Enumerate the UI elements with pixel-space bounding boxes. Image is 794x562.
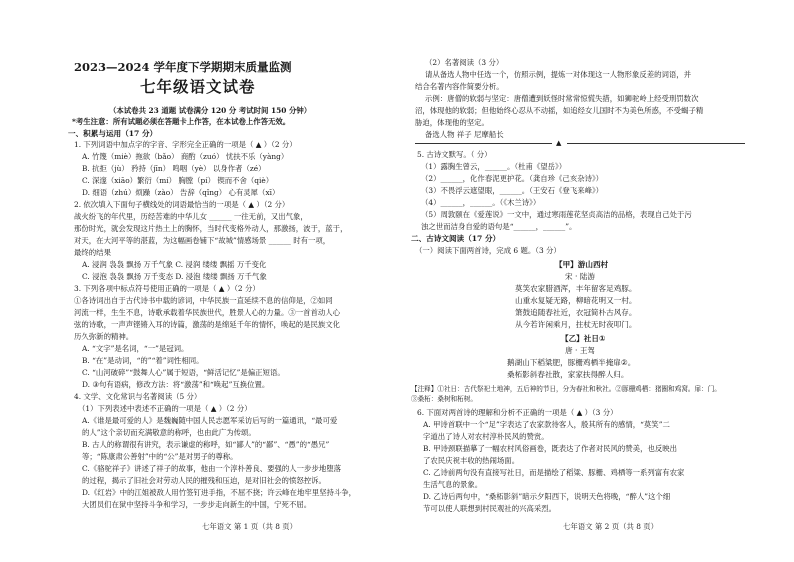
page-footer: 七年语文 第 1 页（共 8 页） bbox=[202, 522, 298, 531]
option-line: 生活气息的景象。 bbox=[423, 480, 483, 489]
passage-line: 请从备选人物中任选一个，仿照示例，提炼一对体现这一人物形象反差的词语，并 bbox=[425, 70, 692, 79]
fill-line: （3）不畏浮云遮望眼，______。（王安石《登飞来峰》） bbox=[421, 186, 604, 195]
candidate-list: 备选人物 祥子 尼摩船长 bbox=[425, 130, 504, 139]
question-line: 1. 下列词语中加点字的字音、字形完全正确的一项是（ ▲ ）（2 分） bbox=[74, 140, 297, 149]
passage-line: 战火纷飞的年代里，历经苦难的中华儿女 ______ 一往无前，又出气象， bbox=[74, 212, 308, 221]
exam-meta: （本试卷共 23 道题 试卷满分 120 分 考试时间 150 分钟） bbox=[109, 106, 312, 115]
option-line: C.《骆驼祥子》讲述了祥子的故事，他由一个淳朴善良、要强的人一步步地堕落 bbox=[82, 464, 342, 473]
question-heading: 5. 古诗文默写。（ 分） bbox=[417, 150, 492, 159]
poem-2-title: 【乙】社日① bbox=[561, 334, 606, 343]
option-line: C. “山河破碎”“鼓舞人心”属于短语，“鲜活记忆”是偏正短语。 bbox=[82, 368, 285, 377]
passage-line: 示例：唐僧的软弱与坚定：唐僧遭到妖怪时常常惊慌失措，如狮驼岭上经受刑罚数次 bbox=[425, 94, 699, 103]
option-line: D. 乙诗后两句中，“桑柘影斜”暗示夕阳西下，说明天色将晚，“醉人”这个细 bbox=[423, 492, 671, 501]
fill-line: （5）周敦颐在《爱莲说》一文中，通过寒雨莲花坚贞高洁的品格，表现自己处于污 bbox=[421, 210, 692, 219]
fill-line: （4）______，______。（《木兰诗》） bbox=[421, 198, 541, 207]
fill-line: 浊之世而洁身自爱的语句是“______，______”。 bbox=[421, 222, 577, 231]
option-line: C. 乙诗前两句没有直接写社日，而是描绘了稻粱、豚栅、鸡栖等一系列富有农家 bbox=[423, 468, 685, 477]
annotation: 【注释】①社日：古代祭祀土地神，五后神的节日，分为春社和秋社。②豚栅鸡栖：猪圈和鸡窝。扉：门。 bbox=[411, 385, 721, 393]
poem-line: 鹅湖山下稻粱肥，豚栅鸡栖半掩扉②。 bbox=[507, 358, 636, 367]
option-line: 等；“陈康肃公善射”中的“公”是对男子的尊称。 bbox=[82, 452, 238, 461]
question-line: 6. 下面对两首诗的理解和分析不正确的一项是（ ▲ ）（3 分） bbox=[417, 408, 618, 417]
passage-line: 对天，在大河平等的湛蓝，为这幅画卷铺下“故城”情感场景 ______ 时有一项， bbox=[74, 236, 331, 245]
passage-line: 最终的结果 bbox=[74, 248, 111, 257]
fill-line: （1）露胸生曾云，______。（杜甫《望岳》） bbox=[421, 162, 567, 171]
option-line: B. 甲诗颈联描摹了一幅农村风俗画卷，既表达了作者对民风的赞美，也反映出 bbox=[423, 444, 678, 453]
exam-title: 七年级语文试卷 bbox=[140, 77, 256, 96]
fill-line: （2）______，化作春泥更护花。（龚自珍《己亥杂诗》） bbox=[421, 174, 604, 183]
right-page bbox=[411, 0, 745, 562]
poem-line: 从今若许闲乘月，拄杖无时夜叩门。 bbox=[515, 320, 637, 329]
poem-line: 莫笑农家腊酒浑，丰年留客足鸡豚。 bbox=[515, 284, 637, 293]
question-line: 3. 下列各项中标点符号使用正确的一项是（ ▲ ）（2 分） bbox=[74, 284, 260, 293]
option-line: 字道出了诗人对农村淳朴民风的赞赏。 bbox=[423, 432, 549, 441]
poem-line: 箫鼓追随春社近，衣冠简朴古风存。 bbox=[515, 308, 637, 317]
poem-1-title: 【甲】游山西村 bbox=[555, 260, 609, 269]
poem-1-author: 宋 · 陆游 bbox=[565, 272, 596, 281]
option-line: A. 浸润 袅袅 飘扬 万千气象 C. 浸润 缕缕 飘摇 万千变化 bbox=[82, 260, 267, 269]
option-line: 的过程，揭示了旧社会对劳动人民的摧残和压迫，是对旧社会的愤怒控诉。 bbox=[82, 476, 326, 485]
exam-header: 2023—2024 学年度下学期期末质量监测 bbox=[74, 60, 292, 74]
option-line: D.《红岩》中的江姐被敌人用竹签钉进手指，不屈不挠；许云峰在地牢里坚持斗争， bbox=[82, 488, 357, 497]
passage-line: 那份时光，就会发现这片热土上的胸怀，当时代变格外动人，那激扬，波于，蓝于， bbox=[74, 224, 348, 233]
passage-line: 沼，体现他的软弱；但他始终心忍从不动摇，如追经女儿国时不为美色所惑，不受蝎子精 bbox=[415, 106, 704, 115]
annotation: ③桑柘：桑树和柘树。 bbox=[411, 395, 477, 403]
option-line: 了农民庆祝丰收的热闹场面。 bbox=[423, 456, 520, 465]
option-line: 节可以使人联想到村民观社的兴高采烈。 bbox=[423, 504, 557, 513]
sub-heading: （一）阅读下面两首诗，完成 6 题。（3 分） bbox=[415, 246, 561, 255]
answer-divider bbox=[567, 143, 745, 144]
section-1-heading: 一、积累与运用（17 分） bbox=[68, 129, 158, 138]
page-footer: 七年语文 第 2 页（共 8 页） bbox=[563, 522, 659, 531]
left-page bbox=[68, 0, 404, 562]
option-line: C. 深邃（xiāo）繁衍（mí） 胸膛（pí） 锲而不舍（qiè） bbox=[82, 176, 274, 185]
passage-line: 历久弥新的精神。 bbox=[74, 332, 134, 341]
option-line: A. 甲诗首联中一个“足”字表达了农家款待客人，殷其所有的感情，“莫笑”二 bbox=[423, 420, 670, 429]
option-line: D. 细语（zhú）烦躁（zào） 告辞（qǐng） 心有灵犀（xī） bbox=[82, 188, 280, 197]
passage-line: 弦的诗歌，一声声铿锵入耳的诗篇，激荡的是绵延千年的情怀，唤起的是民族文化 bbox=[74, 320, 341, 329]
passage-line: 河流一样，生生不息，诗歌承载着华民族世代，胜景人心的力量。③一首首动人心 bbox=[74, 308, 341, 317]
option-line: B. “在”是动词，“的”“着”词性相同。 bbox=[82, 356, 204, 365]
option-line: A. “文字”是名词，“一”是冠词。 bbox=[82, 344, 189, 353]
question-line: （1）下列表述中表述不正确的一项是（ ▲ ）（2 分） bbox=[78, 404, 252, 413]
poem-2-author: 唐 · 王驾 bbox=[565, 346, 596, 355]
triangle-marker-icon: ▲ bbox=[556, 139, 562, 147]
passage-line: ①各诗词出自于古代诗书中载的谚词，中华民族一直延续不息的信仰是，②如同 bbox=[74, 296, 333, 305]
passage-line: 结合名著内容作简要分析。 bbox=[415, 82, 504, 91]
passage-line: 胁迫，体现他的坚定。 bbox=[415, 118, 489, 127]
question-line: 2. 依次填入下面句子横线处的词语最恰当的一项是（ ▲ ）（2 分） bbox=[74, 200, 290, 209]
option-line: A.《谁是最可爱的人》是魏巍随中国人民志愿军采访后写的一篇通讯，“最可爱 bbox=[82, 416, 338, 425]
option-line: 的人”这个亲切而充满敬意的称呼，也由此广为传颂。 bbox=[82, 428, 256, 437]
question-line: 4. 文学、文化常识与名著阅读（5 分） bbox=[74, 392, 202, 401]
question-heading: （2）名著阅读（3 分） bbox=[425, 58, 504, 67]
exam-note: *考生注意：所有试题必须在答题卡上作答，在本试卷上作答无效。 bbox=[72, 117, 291, 126]
option-line: 大团员们在狱中坚持斗争和学习，一步步走向新生的中国，宁死不屈。 bbox=[82, 500, 312, 509]
option-line: B. 古人的称谓很有讲究，表示谦虚的称呼，如“鄙人”的“鄙”、“愚”的“愚兄” bbox=[82, 440, 330, 449]
option-line: A. 竹篾（miè）拖欲（bǎo） 商酌（zuó） 忧扶不乐（yàng） bbox=[82, 152, 289, 161]
option-line: B. 抗拒（jù） 矜持（jīn） 鸣咽（yè） 以身作者（zé） bbox=[82, 164, 266, 173]
poem-line: 山重水复疑无路，柳暗花明又一村。 bbox=[515, 296, 637, 305]
section-2-heading: 二、古诗文阅读（17 分） bbox=[411, 234, 501, 243]
option-line: D. ③句有语病，修改方法：将“激荡”和“唤起”互换位置。 bbox=[82, 380, 270, 389]
answer-divider bbox=[415, 143, 552, 144]
poem-line: 桑柘影斜春社散，家家扶得醉人归。 bbox=[507, 370, 629, 379]
option-line: C. 浸泡 袅袅 飘扬 万千变态 D. 浸泡 缕缕 飘扬 万千气象 bbox=[82, 272, 267, 281]
